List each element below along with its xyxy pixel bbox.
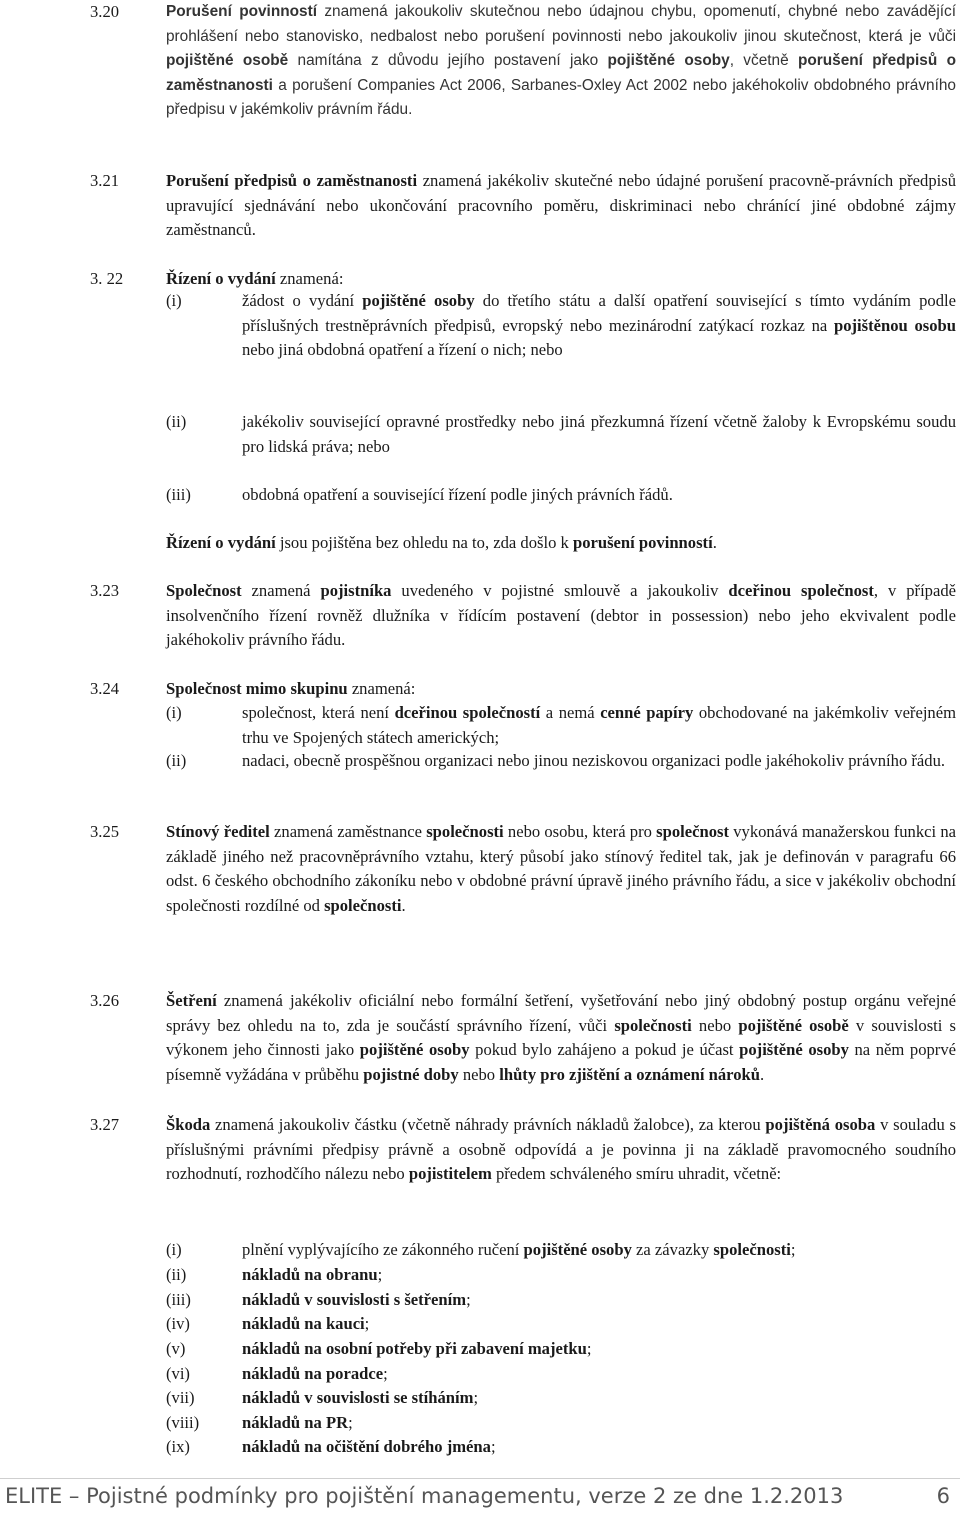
list-item-text bbox=[242, 483, 956, 508]
list-item-text bbox=[242, 749, 956, 774]
text-run: za závazky bbox=[631, 1240, 714, 1259]
bold-term: pojištěné osoby bbox=[362, 291, 475, 310]
text-run: nadaci, obecně prospěšnou organizaci nebo jinou neziskovou organizaci podle jakéhokoliv právního řádu. bbox=[242, 751, 946, 770]
list-item-text bbox=[242, 1435, 956, 1460]
list-item-text bbox=[242, 1411, 956, 1436]
list-item-label: (ii) bbox=[166, 1265, 187, 1284]
text-run: obdobná opatření a související řízení podle jiných právních řádů. bbox=[242, 485, 673, 504]
bold-term: Porušení předpisů o zaměstnanosti bbox=[166, 171, 418, 190]
list-item-text bbox=[242, 289, 956, 363]
section-number: 3.25 bbox=[90, 822, 120, 841]
text-run: žádost o vydání bbox=[242, 291, 363, 310]
bold-term: společnost bbox=[656, 822, 729, 841]
list-item-label: (iii) bbox=[166, 1290, 191, 1309]
text-run: jakékoliv související opravné prostředky nebo jiná přezkumná řízení včetně žaloby k Evropskému soudu pro lidská práva; nebo bbox=[242, 412, 956, 456]
text-run: nebo bbox=[458, 1064, 500, 1084]
list-item-text bbox=[242, 1263, 956, 1288]
list-item-text bbox=[242, 1288, 956, 1313]
section-number: 3.24 bbox=[90, 679, 120, 698]
section-text bbox=[166, 0, 956, 123]
bold-term: pojistitelem bbox=[408, 1164, 492, 1183]
text-run: znamená: bbox=[347, 679, 416, 698]
bold-term: Řízení o vydání bbox=[166, 269, 276, 288]
bold-term: pojištěné osobě bbox=[738, 1015, 849, 1035]
section-text bbox=[166, 169, 956, 243]
section-number: 3. 22 bbox=[90, 269, 124, 288]
section-text bbox=[166, 1113, 956, 1187]
list-item-label: (vi) bbox=[166, 1364, 190, 1383]
text-run: . bbox=[712, 533, 717, 552]
text-run: pokud bylo zahájeno a pokud je účast bbox=[469, 1040, 740, 1059]
footer-title: ELITE – Pojistné podmínky pro pojištění managementu, verze 2 ze dne 1.2.2013 bbox=[5, 1484, 844, 1508]
bold-term: pojištěné osoby bbox=[523, 1240, 632, 1259]
text-run: obchodované na jakémkoliv veřejném trhu ve Spojených státech amerických; bbox=[242, 703, 956, 747]
text-run: v souvislosti s výkonem jeho činnosti jako bbox=[166, 1015, 957, 1059]
bold-term: Škoda bbox=[166, 1115, 211, 1134]
bold-term: nákladů na kauci bbox=[242, 1314, 365, 1333]
section-number: 3.27 bbox=[90, 1115, 120, 1134]
list-item-label: (iii) bbox=[166, 485, 191, 504]
text-run: a nemá bbox=[540, 703, 601, 722]
bold-term: lhůty pro zjištění a oznámení nároků bbox=[499, 1064, 761, 1084]
bold-term: pojistné doby bbox=[363, 1064, 459, 1084]
text-run: ; bbox=[466, 1290, 471, 1309]
text-run: , v případě insolvenčního řízení rovněž dlužníka v řídícím postavení (debtor in possession) nebo jeho ekvivalent podle jakéhokoliv právního řádu. bbox=[166, 581, 957, 649]
list-item-label: (i) bbox=[166, 291, 182, 310]
text-run: ; bbox=[473, 1388, 479, 1407]
bold-term: nákladů na osobní potřeby při zabavení majetku bbox=[242, 1339, 587, 1358]
bold-term: společnosti bbox=[713, 1240, 791, 1259]
text-run: ; bbox=[490, 1437, 496, 1456]
bold-term: společnosti bbox=[324, 895, 402, 915]
bold-term: Šetření bbox=[166, 991, 217, 1010]
text-run: znamená bbox=[241, 581, 321, 600]
list-item-label: (i) bbox=[166, 1240, 182, 1259]
text-run: znamená jakékoliv oficiální nebo formální šetření, vyšetřování nebo jiný obdobný postup orgánu veřejné správy bez ohledu na to, zda je součástí správního řízení, vůči bbox=[166, 991, 956, 1035]
bold-term: nákladů v souvislosti se stíháním bbox=[242, 1388, 474, 1407]
text-run: jsou pojištěna bez ohledu na to, zda došlo k bbox=[275, 533, 573, 552]
text-run: na něm poprvé písemně vyžádána v průběhu bbox=[166, 1040, 956, 1084]
bold-term: Stínový ředitel bbox=[166, 822, 270, 841]
text-run: ; bbox=[377, 1265, 383, 1284]
text-run: nebo bbox=[691, 1015, 739, 1035]
bold-term: pojištěné osoby bbox=[359, 1040, 470, 1059]
text-run: znamená jakékoliv skutečné nebo údajné porušení pracovně-právních předpisů upravující sjednávání nebo ukončování pracovního poměru, diskriminaci nebo chránící jiné obdobné zájmy zaměstnanců. bbox=[166, 171, 956, 239]
text-run: nebo jiná obdobná opatření a řízení o nich; nebo bbox=[242, 340, 563, 359]
text-run: znamená jakoukoliv skutečnou nebo údajnou chybu, opomenutí, chybné nebo zavádějící prohlášení nebo stanovisko, nedbalost nebo porušení povinnosti nebo jakoukoliv jinou skutečnost, která je vůči bbox=[166, 3, 956, 45]
page-number: 6 bbox=[936, 1484, 950, 1508]
bold-term: porušení předpisů o zaměstnanosti bbox=[166, 52, 956, 94]
text-run: ; bbox=[348, 1413, 353, 1432]
text-run: a porušení Companies Act 2006, Sarbanes-Oxley Act 2002 nebo jakéhokoliv obdobného právního předpisu v jakémkoliv právním řádu. bbox=[166, 76, 956, 118]
bold-term: Řízení o vydání bbox=[166, 533, 276, 552]
section-number: 3.20 bbox=[90, 2, 120, 21]
bold-term: pojistníka bbox=[320, 581, 392, 600]
list-item-label: (iv) bbox=[166, 1314, 190, 1333]
section-number: 3.26 bbox=[90, 991, 120, 1010]
bold-term: společnosti bbox=[614, 1015, 692, 1035]
text-run: v souladu s příslušnými právními předpisy právně a osobně odpovídá a je povinna ji na základě pravomocného soudního rozhodnutí, rozhodčího nálezu nebo bbox=[166, 1115, 957, 1183]
footer-divider bbox=[0, 1478, 960, 1479]
list-item-label: (ix) bbox=[166, 1437, 190, 1456]
text-run: . bbox=[760, 1064, 765, 1084]
page-footer bbox=[5, 1484, 950, 1514]
list-item-label: (i) bbox=[166, 703, 182, 722]
section-text bbox=[166, 820, 956, 918]
section-text bbox=[166, 677, 956, 702]
list-item-text bbox=[242, 1337, 956, 1362]
bold-term: Porušení povinností bbox=[166, 3, 317, 20]
section-text bbox=[166, 267, 956, 292]
list-item-text bbox=[242, 1238, 956, 1263]
section-text bbox=[166, 579, 956, 653]
list-item-text bbox=[242, 1386, 956, 1411]
section-text bbox=[166, 989, 956, 1087]
list-item-text bbox=[242, 1312, 956, 1337]
text-run: do třetího státu a další opatření související s tímto vydáním podle příslušných trestněprávních předpisů, evropský nebo mezinárodní zatýkací rozkaz na bbox=[242, 291, 956, 335]
list-item-label: (ii) bbox=[166, 412, 187, 431]
text-run: znamená: bbox=[275, 269, 344, 288]
bold-term: pojištěná osoba bbox=[765, 1115, 876, 1134]
list-item-label: (v) bbox=[166, 1339, 186, 1358]
bold-term: pojištěnou osobu bbox=[833, 315, 957, 335]
list-item-label: (vii) bbox=[166, 1388, 195, 1407]
section-number: 3.23 bbox=[90, 581, 120, 600]
text-run: ; bbox=[364, 1314, 370, 1333]
bold-term: porušení povinností bbox=[572, 533, 713, 552]
bold-term: dceřinou společnost bbox=[728, 581, 874, 600]
list-item-label: (ii) bbox=[166, 751, 187, 770]
bold-term: pojištěné osoby bbox=[739, 1040, 849, 1059]
text-run: ; bbox=[383, 1364, 388, 1383]
text-run: . bbox=[401, 895, 406, 915]
bold-term: nákladů v souvislosti s šetřením bbox=[242, 1290, 467, 1309]
text-run: znamená zaměstnance bbox=[269, 822, 427, 841]
bold-term: pojištěné osobě bbox=[166, 52, 289, 69]
text-run: vykonává manažerskou funkci na základě jiného než pracovněprávního vztahu, který působí jako stínový ředitel tak, jak je definován v paragrafu 66 odst. 6 českého obchodního zákoníku nebo v obdobné právní úpravě jiného právního řádu, a sice v jakékoliv obchodní společnosti rozdílné od bbox=[166, 822, 957, 915]
bold-term: Společnost mimo skupinu bbox=[166, 679, 348, 698]
list-item-text bbox=[242, 701, 956, 750]
list-item-text bbox=[242, 1362, 956, 1387]
bold-term: nákladů na poradce bbox=[242, 1364, 384, 1383]
list-item-text bbox=[242, 410, 956, 459]
section-note bbox=[166, 531, 956, 556]
list-item-label: (viii) bbox=[166, 1413, 200, 1432]
section-number: 3.21 bbox=[90, 171, 120, 190]
bold-term: dceřinou společností bbox=[394, 703, 541, 722]
text-run: ; bbox=[790, 1240, 796, 1259]
bold-term: cenné papíry bbox=[600, 703, 694, 722]
bold-term: společnosti bbox=[426, 822, 504, 841]
text-run: namítána z důvodu jejího postavení jako bbox=[288, 52, 608, 69]
bold-term: pojištěné osoby bbox=[607, 52, 730, 69]
text-run: nebo osobu, která pro bbox=[503, 822, 657, 841]
bold-term: nákladů na PR bbox=[242, 1413, 349, 1432]
text-run: znamená jakoukoliv částku (včetně náhrady právních nákladů žalobce), za kterou bbox=[210, 1115, 766, 1134]
bold-term: nákladů na obranu bbox=[242, 1265, 378, 1284]
text-run: ; bbox=[586, 1339, 592, 1358]
text-run: předem schváleného smíru uhradit, včetně: bbox=[491, 1164, 782, 1183]
bold-term: nákladů na očištění dobrého jména bbox=[242, 1437, 491, 1456]
bold-term: Společnost bbox=[166, 581, 242, 600]
text-run: společnost, která není bbox=[242, 703, 395, 722]
text-run: uvedeného v pojistné smlouvě a jakoukoliv bbox=[391, 581, 729, 600]
text-run: , včetně bbox=[729, 52, 798, 69]
text-run: plnění vyplývajícího ze zákonného ručení bbox=[242, 1240, 524, 1259]
